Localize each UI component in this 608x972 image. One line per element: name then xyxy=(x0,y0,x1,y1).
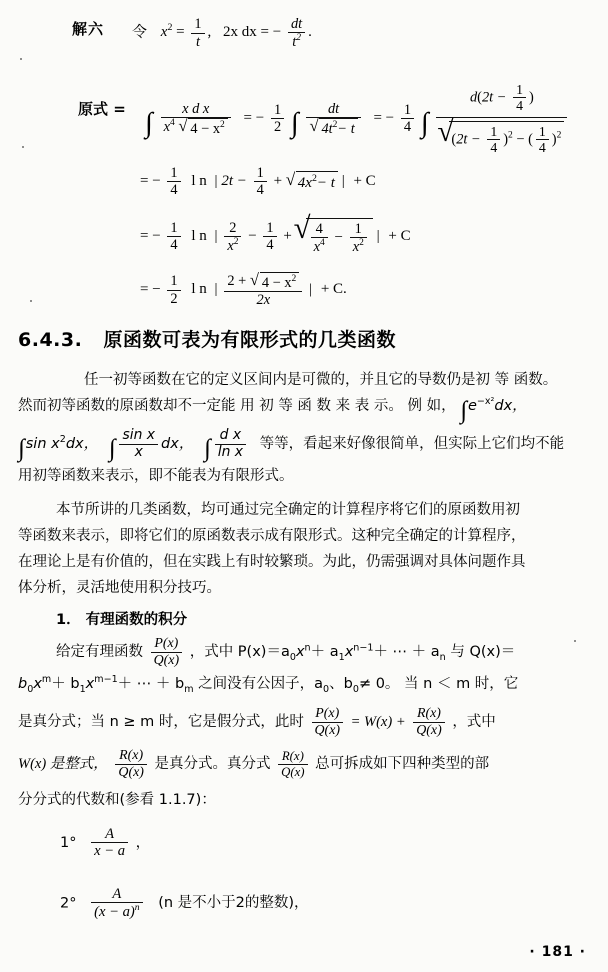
integrand-3-num: d(2t − $\frac{1}{4}$ ) xyxy=(436,82,567,118)
item-1-label: 1． xyxy=(56,612,81,628)
line2-coef: $\frac{1}{4}$ xyxy=(167,165,180,198)
p1-l3-tail: 等等，看起来好像很简单，但实际上它们均不能 xyxy=(259,436,565,453)
p3-l3-c: ，式中 xyxy=(452,714,496,731)
paragraph-3-line-5 xyxy=(18,788,216,809)
case-1-label: 1° xyxy=(60,834,77,851)
integrand-1-den: $x^4$ √ $4 - x^2$ xyxy=(161,118,231,137)
equation-line-1 xyxy=(145,82,570,156)
p3-l1-a: 给定有理函数 xyxy=(56,644,143,661)
p3-l3-a: 是真分式；当 n ≥ m 时，它是假分式，此时 xyxy=(18,714,304,731)
paragraph-1-line-1 xyxy=(28,368,584,389)
line3-ln: l n xyxy=(191,227,207,244)
line4-sqrt: √ $4 - x^2$ xyxy=(250,272,299,291)
integrand-3-den xyxy=(436,118,567,156)
integrand-2-num: dt xyxy=(306,101,360,118)
p1-l2-text: 然而初等函数的原函数却不一定能 用 初 等 函 数 来 表 示。 例 如， xyxy=(18,398,456,414)
integrand-3-den-frac-1: $\frac{1}{4}$ xyxy=(487,124,500,156)
coef-2 xyxy=(271,102,284,135)
p3-frac-rq-1: $\frac{R(x)}{Q(x)}$ xyxy=(413,706,444,738)
eq2-sign: = − xyxy=(243,110,265,127)
scan-speck xyxy=(20,58,22,60)
line3-coef: $\frac{1}{4}$ xyxy=(167,220,180,253)
line3-sqrt-minus: − xyxy=(334,229,343,246)
coef-3-den: 4 xyxy=(403,119,412,136)
paragraph-1-line-3 xyxy=(18,428,590,460)
line3-frac-2: $\frac{1}{4}$ xyxy=(263,220,276,253)
p1-integral-3-frac: $\frac{\text{sin x}}{x}$ xyxy=(119,428,158,460)
line2-eq: = − xyxy=(140,173,161,190)
p2-l2-text: 等函数来表示，即将它们的原函数表示成有限形式。这种完全确定的计算程序， xyxy=(18,528,526,544)
line4-eq: = − xyxy=(140,281,161,298)
section-title: 原函数可表为有限形式的几类函数 xyxy=(103,329,396,351)
line3-sqrt-frac-1: √ $\frac{4}{x^4}$ xyxy=(311,221,328,255)
sub-frac-1-den: t xyxy=(195,33,200,50)
p3-frac-pq-1: $\frac{P(x)}{Q(x)}$ xyxy=(151,636,182,668)
p2-l1-text: 本节所讲的几类函数，均可通过完全确定的计算程序将它们的原函数用初 xyxy=(56,502,520,518)
integral-sign-3: ∫ xyxy=(420,107,429,139)
line2-plus: + xyxy=(273,173,283,190)
solution-label: 解六 xyxy=(72,20,105,38)
line4-coef: $\frac{1}{2}$ xyxy=(167,273,180,306)
case-2-label: 2° xyxy=(60,895,77,912)
sub-eq: = xyxy=(176,24,185,41)
integrand-3-num-frac: $\frac{1}{4}$ xyxy=(513,82,526,114)
coef-2-den: 2 xyxy=(273,119,282,136)
paragraph-1-line-2 xyxy=(18,394,590,424)
p2-l3-text: 在理论上是有价值的，但在实践上有时较繁琐。为此，仍需强调对具体问题作具 xyxy=(18,554,526,570)
p3-frac-rq-2: $\frac{R(x)}{Q(x)}$ xyxy=(115,748,146,780)
section-number: 6.4.3. xyxy=(18,329,83,351)
p1-integral-3: ∫ $\frac{\text{sin x}}{x}$ dx， xyxy=(108,427,194,462)
sub-frac-1-num: 1 xyxy=(191,16,204,33)
p3-l4-b: 是真分式。真分式 xyxy=(154,756,271,773)
p1-l4-text: 用初等函数来表示，即不能表为有限形式。 xyxy=(18,468,294,484)
line2-inner-frac: $\frac{1}{4}$ xyxy=(254,165,267,198)
p1-integral-1: $\int e^{-x^2}dx$， xyxy=(460,396,527,424)
equation-line-3: = − $\frac{1}{4}$ l n | $\frac{2}{x^2}$ − $\frac{1}{4}$ + √ $\frac{4}{x^4}$ − $\frac{1}{x^2}$ | + C xyxy=(140,218,411,255)
integral-sign-1: ∫ xyxy=(145,107,153,139)
paragraph-3-line-3 xyxy=(18,706,496,738)
case-2-fraction: $\frac{A}{(x - a)^n}$ xyxy=(91,886,143,921)
scan-speck xyxy=(30,300,32,302)
coef-3-num: 1 xyxy=(401,102,414,119)
sqrt-2: √ $4t^2- t$ xyxy=(309,118,357,137)
case-2 xyxy=(60,886,309,921)
paragraph-3-line-2: $b_0x^m+ b_1x^{m-1}+$ ⋯ ＋ $b_m$ 之间没有公因子，$a_0$、$b_0\ne 0$。 当 n ＜ m 时，它 xyxy=(18,674,519,695)
paragraph-2-line-3 xyxy=(18,550,526,571)
sub-frac-1 xyxy=(191,16,204,49)
sub-frac-2-num: dt xyxy=(288,16,305,33)
p3-frac-pq-2: $\frac{P(x)}{Q(x)}$ xyxy=(312,706,343,738)
integrand-1 xyxy=(161,101,231,137)
case-1-tail: ， xyxy=(135,834,151,851)
p3-frac-rq-3: $\frac{R(x)}{Q(x)}$ xyxy=(278,749,307,779)
paragraph-2-line-4 xyxy=(18,576,221,597)
integrand-3 xyxy=(436,82,567,156)
line3-tail: + C xyxy=(388,227,411,244)
integrand-1-num: x d x xyxy=(161,101,231,118)
coef-3 xyxy=(401,102,414,135)
sub-2-lhs: 2x dx = − xyxy=(223,24,282,41)
equation-line-2: = − $\frac{1}{4}$ l n | 2t − $\frac{1}{4}$ + √ $4x^2- t$ | + C xyxy=(140,165,376,198)
paragraph-3-line-1: 给定有理函数 $\frac{P(x)}{Q(x)}$ ，式中 $P(x)=a_0x^n+ a_1x^{n-1}+$ ⋯ ＋ $a_n$ 与 Q(x)＝ xyxy=(56,636,516,668)
line3-sqrt-frac-2: $\frac{1}{x^2}$ xyxy=(350,221,367,255)
original-expression-label: 原式 = xyxy=(78,100,126,118)
line2-tail: + C xyxy=(353,173,376,190)
line3-eq: = − xyxy=(140,227,161,244)
sub-frac-2-den: $t^2$ xyxy=(292,33,301,50)
section-heading xyxy=(18,325,396,352)
p1-integral-4-frac: $\frac{\text{d x}}{\text{ln x}}$ xyxy=(215,428,246,460)
case-1-fraction: $\frac{A}{x - a}$ xyxy=(91,826,128,860)
p2-l4-text: 体分析，灵活地使用积分技巧。 xyxy=(18,580,221,596)
line4-ln: l n xyxy=(191,281,207,298)
p3-l4-c: 总可拆成如下四种类型的部 xyxy=(315,756,490,773)
case-2-tail: (n 是不小于2的整数)， xyxy=(158,895,309,912)
solution-substitution: 令 $x^2$ = $\frac{1}{t}$ , 2x dx = − $\frac{dt}{t^2}$ . xyxy=(132,16,312,50)
line2-sqrt: √ $4x^2- t$ xyxy=(286,171,338,192)
sub-period: . xyxy=(308,24,312,41)
paragraph-1-line-4 xyxy=(18,464,294,485)
case-1 xyxy=(60,826,150,860)
line3-frac-1: $\frac{2}{x^2}$ xyxy=(224,220,241,254)
line2-ln: l n xyxy=(191,173,207,190)
line4-frac-num: 2 + √ $4 - x^2$ xyxy=(224,272,302,292)
p3-l1-g: 与 Q(x)＝ xyxy=(450,644,516,661)
solution-lead: 令 xyxy=(132,24,148,41)
page-number: · 181 · xyxy=(529,944,586,960)
item-1-title: 有理函数的积分 xyxy=(85,612,188,628)
integrand-3-den-frac-2: $\frac{1}{4}$ xyxy=(536,124,549,156)
integrand-2 xyxy=(306,101,360,137)
line2-inner-a: 2t − xyxy=(221,173,247,190)
p3-l1-b: ，式中 P(x)＝a xyxy=(189,644,290,661)
p3-l5-text: 分分式的代数和(参看 1.1.7)： xyxy=(18,792,216,808)
sqrt-3: √ (2t − $\frac{1}{4}$ )$^2$ − ( $\frac{1}{4}$ )$^2$ xyxy=(439,121,564,156)
eq3-sign: = − xyxy=(373,110,395,127)
scan-speck xyxy=(22,146,24,148)
line4-tail: + C. xyxy=(320,281,347,298)
sqrt-1: √ $4 - x^2$ xyxy=(178,118,227,137)
line4-frac-den: 2x xyxy=(256,291,271,308)
coef-2-num: 1 xyxy=(271,102,284,119)
line3-minus: − xyxy=(248,227,257,244)
p1-integral-2: ∫sin $x^2dx$， xyxy=(18,434,99,462)
paragraph-2-line-2 xyxy=(18,524,526,545)
integral-sign-2: ∫ xyxy=(290,107,299,139)
p1-l1-text: 任一初等函数在它的定义区间内是可微的，并且它的导数仍是初 等 函数。 xyxy=(84,372,558,388)
p1-integral-4: ∫ $\frac{\text{d x}}{\text{ln x}}$ xyxy=(204,436,254,452)
p3-l3-b: = W(x) + xyxy=(350,714,406,731)
line3-sqrt xyxy=(296,218,373,255)
sub-x: x xyxy=(160,24,168,41)
sub-x-exp: 2 xyxy=(167,22,173,34)
equation-line-4: = − $\frac{1}{2}$ l n | $\frac{2 + √ 4 - x^2}{2x}$ | + C. xyxy=(140,272,347,308)
item-1-heading xyxy=(18,608,187,629)
integrand-2-den xyxy=(306,118,360,137)
p3-l4-a: W(x) 是整式， xyxy=(18,756,108,773)
paragraph-3-line-4 xyxy=(18,748,489,780)
sub-frac-2 xyxy=(288,16,305,50)
scan-speck xyxy=(574,640,576,642)
paragraph-2-line-1 xyxy=(18,498,520,519)
line4-frac xyxy=(224,272,302,308)
line3-plus: + xyxy=(283,227,292,244)
